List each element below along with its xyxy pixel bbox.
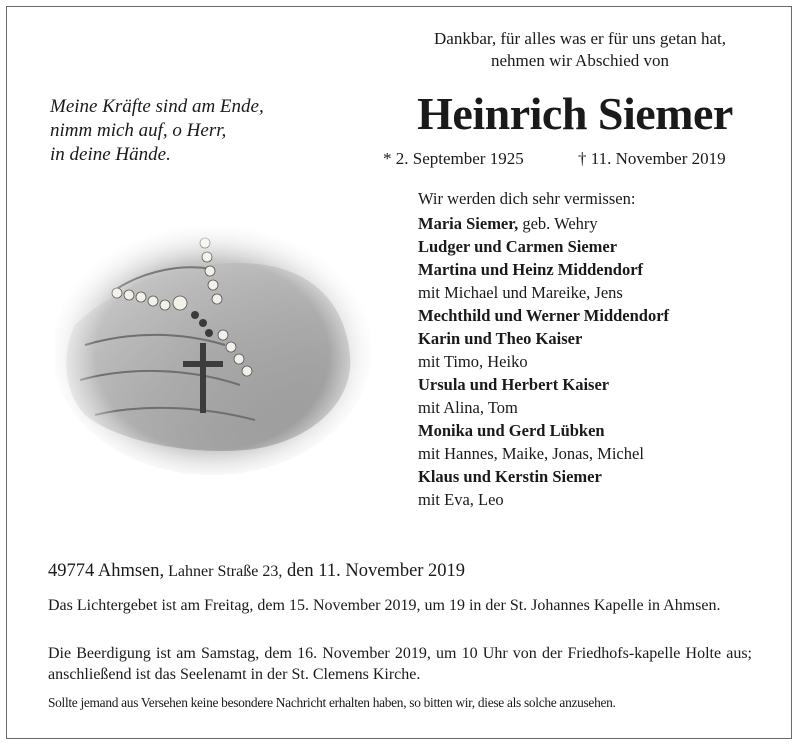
mourner-suffix: geb. Wehry [518,214,598,233]
funeral-paragraph: Die Beerdigung ist am Samstag, dem 16. November 2019, um 10 Uhr von der Friedhofs-kapelle Holte aus; anschließend ist das Seelenamt in der St. Clemens Kirche. [48,645,752,683]
birth-date: * 2. September 1925 [383,149,524,168]
mourner-rows [418,235,778,511]
deceased-name: Heinrich Siemer [417,88,733,139]
rosary-hands-icon [55,215,370,480]
intro-line: Dankbar, für alles was er für uns getan hat, [434,29,726,48]
intro-line: nehmen wir Abschied von [491,51,669,70]
mourner-family: Monika und Gerd Lübken [418,421,605,440]
verse-line: Meine Kräfte sind am Ende, [50,96,264,117]
verse [50,95,350,167]
city: 49774 Ahmsen, [48,561,165,581]
mourner-children: mit Alina, Tom [418,398,518,417]
mourner-family: Klaus und Kerstin Siemer [418,467,602,486]
intro-text [380,28,780,72]
mourner-family: Karin und Theo Kaiser [418,329,583,348]
death-date: † 11. November 2019 [578,149,726,168]
rosary-hands-image [55,215,370,480]
mourners-list [418,187,778,511]
verse-line: in deine Hände. [50,144,171,165]
mourner-name: Maria Siemer, [418,214,519,233]
mourner-children: mit Michael und Mareike, Jens [418,283,623,302]
mourner-children: mit Eva, Leo [418,490,504,509]
mourner-row [418,212,778,235]
footer-note: Sollte jemand aus Versehen keine besondere Nachricht erhalten haben, so bitten wir, diese als solche anzusehen. [48,695,616,710]
place-date: den 11. November 2019 [282,561,466,581]
verse-line: nimm mich auf, o Herr, [50,120,227,141]
life-dates [383,148,753,170]
mourner-family: Ludger und Carmen Siemer [418,237,618,256]
mourner-family: Martina und Heinz Middendorf [418,260,644,279]
mourners-intro: Wir werden dich sehr vermissen: [418,189,636,208]
mourner-children: mit Hannes, Maike, Jonas, Michel [418,444,644,463]
mourner-family: Mechthild und Werner Middendorf [418,306,670,325]
street: Lahner Straße 23, [164,563,283,580]
place-date-line [48,558,768,585]
mourner-family: Ursula und Herbert Kaiser [418,375,610,394]
prayer-paragraph: Das Lichtergebet ist am Freitag, dem 15. November 2019, um 19 in der St. Johannes Kapelle in Ahmsen. [48,597,721,614]
mourner-children: mit Timo, Heiko [418,352,528,371]
